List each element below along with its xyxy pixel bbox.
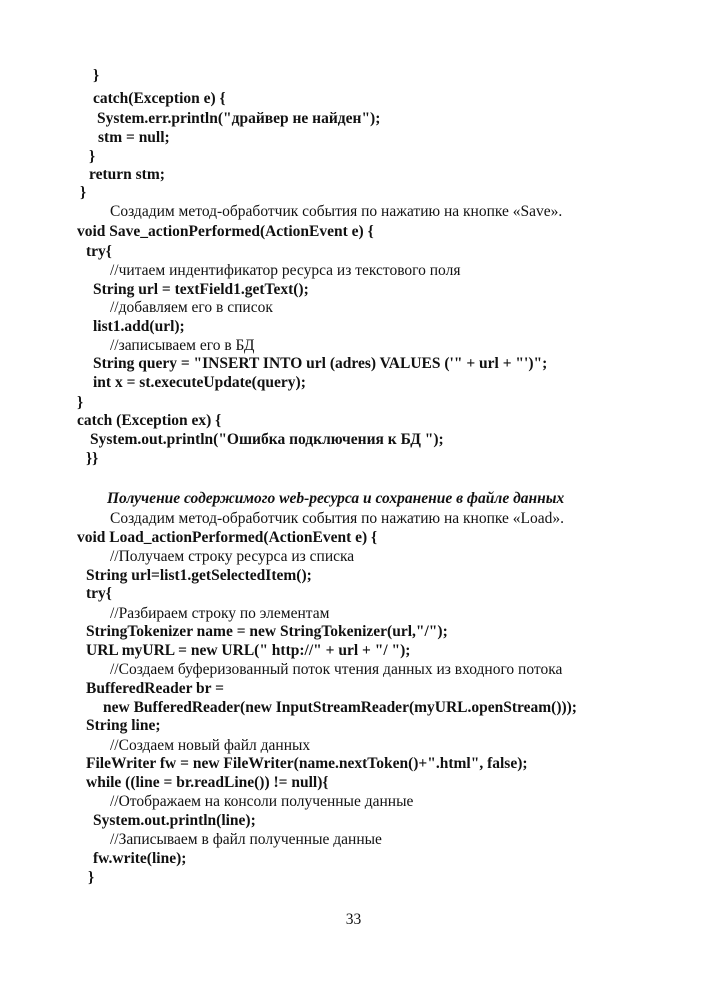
code-line: System.out.println(line);: [93, 812, 256, 829]
code-line: }: [93, 67, 100, 84]
code-line: new BufferedReader(new InputStreamReader(myURL.openStream()));: [103, 699, 577, 716]
code-line: }: [89, 148, 96, 165]
code-comment: //Получаем строку ресурса из списка: [110, 548, 355, 565]
code-line: void Save_actionPerformed(ActionEvent e) {: [77, 223, 374, 240]
code-line: URL myURL = new URL(" http://" + url + "/ ");: [86, 642, 411, 659]
code-comment: //Записываем в файл полученные данные: [110, 831, 382, 848]
code-line: String url = textField1.getText();: [93, 281, 309, 298]
code-line: BufferedReader br =: [86, 680, 224, 697]
code-line: return stm;: [89, 166, 165, 183]
section-heading: Получение содержимого web-ресурса и сохранение в файле данных: [107, 490, 565, 507]
code-line: System.out.println("Ошибка подключения к БД ");: [90, 431, 444, 448]
code-comment: //Создаем буферизованный поток чтения данных из входного потока: [110, 661, 563, 678]
code-line: while ((line = br.readLine()) != null){: [86, 774, 329, 791]
code-line: FileWriter fw = new FileWriter(name.nextToken()+".html", false);: [86, 755, 528, 772]
code-line: String line;: [86, 717, 161, 734]
text-line: Создадим метод-обработчик события по нажатию на кнопке «Load».: [110, 510, 564, 527]
page-number: 33: [345, 911, 362, 928]
code-line: StringTokenizer name = new StringTokenizer(url,"/");: [86, 623, 448, 640]
text-line: Создадим метод-обработчик события по нажатию на кнопке «Save».: [110, 203, 563, 220]
code-line: fw.write(line);: [93, 850, 187, 867]
code-comment: //Разбираем строку по элементам: [110, 605, 330, 622]
code-line: System.err.println("драйвер не найден");: [97, 110, 381, 127]
code-comment: //добавляем его в список: [110, 299, 273, 316]
code-comment: //Создаем новый файл данных: [110, 737, 311, 754]
code-line: stm = null;: [98, 129, 170, 146]
code-line: try{: [86, 585, 112, 602]
code-line: }: [88, 869, 95, 886]
code-line: String query = "INSERT INTO url (adres) VALUES ('" + url + "')";: [93, 355, 548, 372]
code-line: void Load_actionPerformed(ActionEvent e) {: [77, 529, 378, 546]
code-line: try{: [86, 243, 112, 260]
code-comment: //Отображаем на консоли полученные данные: [110, 793, 414, 810]
code-line: }: [80, 184, 87, 201]
code-line: catch(Exception e) {: [93, 90, 226, 107]
code-comment: //читаем индентификатор ресурса из текстового поля: [110, 262, 461, 279]
code-line: int x = st.executeUpdate(query);: [93, 374, 306, 391]
code-line: catch (Exception ex) {: [77, 412, 222, 429]
code-line: }: [77, 394, 84, 411]
code-line: String url=list1.getSelectedItem();: [86, 567, 312, 584]
code-comment: //записываем его в БД: [110, 337, 255, 354]
code-line: }}: [86, 450, 99, 467]
code-line: list1.add(url);: [93, 318, 185, 335]
